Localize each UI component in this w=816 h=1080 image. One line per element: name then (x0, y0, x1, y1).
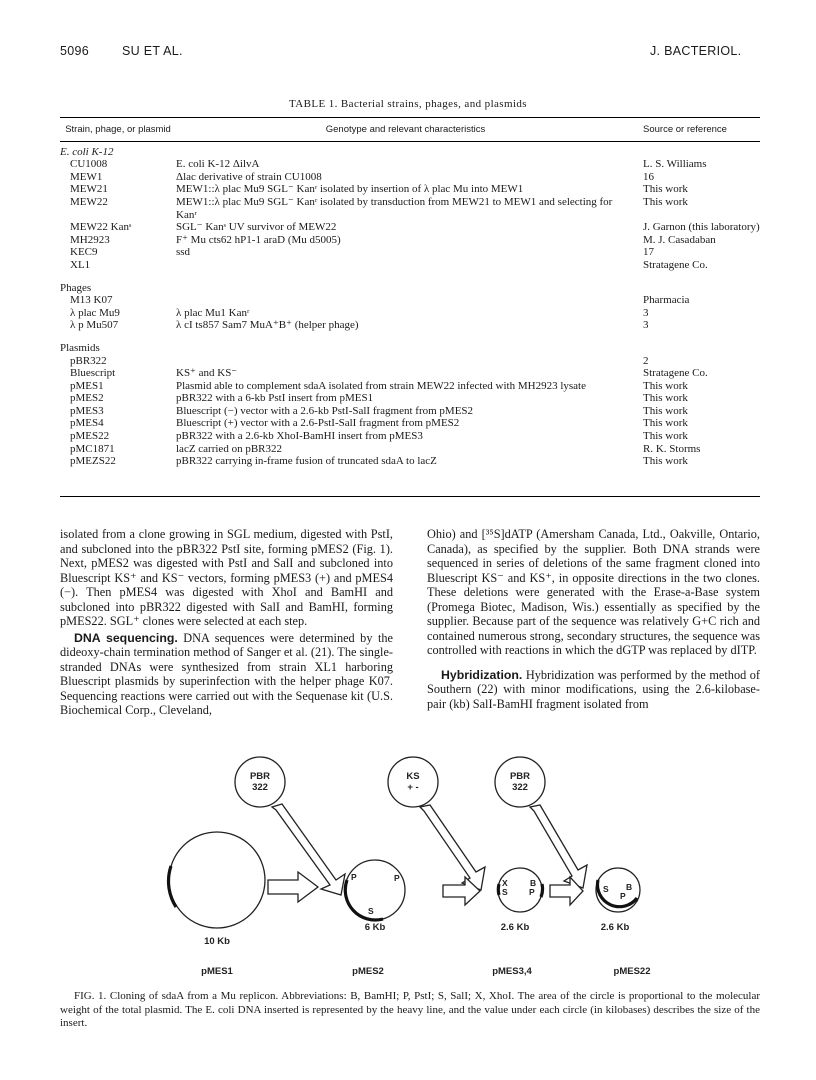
insert-size-label: 10 Kb (204, 936, 230, 947)
col-header-strain: Strain, phage, or plasmid (65, 124, 171, 135)
genotype-cell (176, 294, 635, 307)
caption-text: FIG. 1. Cloning of sdaA from a Mu replicon. Abbreviations: B, BamHI; P, PstI; S, SalI; X, XhoI. The area of the circle is proportional to the molecular weight of the total plasmid. The E. coli DNA inserted is represented by the heavy line, and the value under each circle (in kilobases) describes the size of the insert. (60, 990, 760, 1029)
site-label: X (502, 878, 508, 888)
table-row (60, 259, 760, 272)
paragraph: Ohio) and [³⁵S]dATP (Amersham Canada, Ltd., Oakville, Ontario, Canada), as specified by the supplier. Both DNA strands were sequenced in series of deletions of the same fragment cloned into Bluescript KS⁻ and KS⁺, in opposite directions in the two clones. These deletions were generated with the Erase-a-Base system (Promega Biotec, Madison, Wis.) essentially as specified by the supplier. Because part of the sequence was relatively G+C rich and contained numerous strong, secondary structures, the sequence was controlled with reactions in which the dGTP was replaced by dITP. (427, 527, 760, 657)
vector-label-line2: 322 (252, 782, 268, 793)
plasmid-pmes22 (596, 868, 640, 912)
strain-cell: pMC1871 (70, 442, 115, 455)
journal-name: J. BACTERIOL. (650, 44, 742, 58)
genotype-cell: pBR322 with a 2.6-kb XhoI-BamHI insert from pMES3 (176, 430, 423, 443)
section-name: Plasmids (60, 341, 100, 354)
table-row (60, 319, 760, 332)
table-row (60, 367, 760, 380)
genotype-cell (176, 259, 635, 272)
table-row (60, 455, 760, 471)
plasmid-pmes3-4 (498, 868, 543, 912)
vector-label-line1: PBR (509, 771, 531, 782)
strain-cell: KEC9 (70, 246, 98, 259)
strain-cell: MEW22 Kanˢ (70, 221, 132, 234)
plasmid-pmes2 (345, 860, 405, 920)
section-name: Phages (60, 281, 92, 294)
section-heading: DNA sequencing. (74, 630, 178, 645)
strain-cell: XL1 (70, 258, 91, 271)
site-label: B (626, 882, 633, 892)
genotype-cell: E. coli K-12 ΔilvA (176, 158, 260, 171)
table-bottom-rule (60, 496, 760, 497)
plasmid-name-label: pMES3,4 (492, 966, 532, 977)
strain-cell: pMES2 (70, 392, 104, 405)
table-row (60, 246, 760, 259)
insertion-arrow-2 (420, 805, 485, 905)
table-row (60, 294, 760, 307)
strain-cell: λ plac Mu9 (70, 306, 120, 319)
vector-circle-ks (388, 757, 438, 807)
source-cell: L. S. Williams (643, 158, 707, 171)
site-label: B (530, 878, 537, 888)
strain-cell: pMES3 (70, 404, 104, 417)
genotype-cell: λ cI ts857 Sam7 MuA⁺B⁺ (helper phage) (176, 319, 359, 332)
genotype-cell: Bluescript (+) vector with a 2.6-PstI-SalI fragment from pMES2 (176, 417, 460, 430)
table-row (60, 392, 760, 405)
page-number: 5096 (60, 44, 90, 58)
table-row (60, 405, 760, 418)
source-cell: 17 (643, 246, 654, 259)
source-cell: 3 (643, 319, 649, 332)
source-cell: 16 (643, 170, 654, 183)
source-cell: This work (643, 404, 688, 417)
source-cell: This work (643, 455, 688, 468)
site-label: P (529, 887, 535, 897)
strain-cell: MEW22 (70, 195, 108, 208)
source-cell: R. K. Storms (643, 442, 701, 455)
source-cell: 2 (643, 354, 649, 367)
table-row (60, 355, 760, 368)
table-row (60, 307, 760, 320)
strain-cell: Bluescript (70, 367, 116, 380)
genotype-cell: MEW1::λ plac Mu9 SGL⁻ Kanʳ isolated by insertion of λ plac Mu into MEW1 (176, 183, 524, 196)
paragraph-dna-sequencing (60, 631, 393, 718)
insert-size-label: 2.6 Kb (600, 922, 630, 933)
genotype-cell: F⁺ Mu cts62 hP1-1 araD (Mu d5005) (176, 233, 341, 246)
strain-cell: pBR322 (70, 354, 107, 367)
insert-size-label: 6 Kb (364, 922, 386, 933)
col-header-genotype: Genotype and relevant characteristics (325, 124, 486, 135)
genotype-cell: lacZ carried on pBR322 (176, 442, 282, 455)
table-section-header (60, 332, 760, 355)
vector-label-line2: + - (407, 782, 419, 793)
source-cell: This work (643, 392, 688, 405)
strain-cell: pMES1 (70, 379, 104, 392)
genotype-cell: ssd (176, 246, 191, 259)
plasmid-name-label: pMES2 (352, 966, 384, 977)
source-cell: 3 (643, 306, 649, 319)
table-row (60, 196, 760, 221)
running-authors: SU ET AL. (122, 44, 183, 58)
table-row (60, 430, 760, 443)
genotype-cell (176, 355, 635, 368)
insert-size-label: 2.6 Kb (500, 922, 530, 933)
strain-cell: pMES22 (70, 430, 110, 443)
genotype-cell: pBR322 carrying in-frame fusion of truncated sdaA to lacZ (176, 455, 437, 468)
genotype-cell: MEW1::λ plac Mu9 SGL⁻ Kanʳ isolated by transduction from MEW21 to MEW1 and selecting for Kanʳ (176, 195, 613, 221)
table-section-header (60, 141, 760, 158)
strain-cell: pMEZS22 (70, 455, 116, 468)
paragraph-hybridization (427, 668, 760, 712)
figure-caption (60, 990, 760, 1031)
source-cell: J. Garnon (this laboratory) (643, 221, 760, 234)
source-cell: This work (643, 379, 688, 392)
source-cell: This work (643, 183, 688, 196)
paragraph: isolated from a clone growing in SGL medium, digested with PstI, and subcloned into the pBR322 PstI site, forming pMES2 (Fig. 1). Next, pMES2 was digested with PstI and SalI and subcloned into Bluescript KS⁺ and KS⁻ vectors, forming pMES3 (+) and pMES4 (−). Then pMES4 was digested with XhoI and BamHI and subcloned into pBR322 digested with SalI and BamHI, forming pMES22. SGL⁺ clones were selected at each step. (60, 527, 393, 628)
table-row (60, 443, 760, 456)
site-label: P (620, 891, 626, 901)
source-cell: This work (643, 417, 688, 430)
section-name: E. coli K-12 (60, 145, 114, 158)
strain-cell: λ p Mu507 (70, 319, 119, 332)
source-cell: Stratagene Co. (643, 258, 708, 271)
table-row (60, 234, 760, 247)
strains-table (60, 117, 760, 471)
table-section-header (60, 272, 760, 295)
left-column (60, 527, 393, 718)
vector-label-line2: 322 (512, 782, 528, 793)
genotype-cell: KS⁺ and KS⁻ (176, 367, 238, 380)
plasmid-name-label: pMES1 (201, 966, 233, 977)
source-cell: M. J. Casadaban (643, 233, 716, 246)
site-label: S (603, 884, 609, 894)
table-row (60, 171, 760, 184)
plasmid-pmes1 (169, 832, 265, 928)
genotype-cell: pBR322 with a 6-kb PstI insert from pMES1 (176, 392, 374, 405)
source-cell: This work (643, 195, 688, 208)
strain-cell: MEW21 (70, 183, 108, 196)
col-header-source: Source or reference (643, 124, 727, 135)
vector-circle-pbr322-1 (235, 757, 285, 807)
vector-circle-pbr322-2 (495, 757, 545, 807)
source-cell: Pharmacia (643, 294, 690, 307)
paragraph-text: DNA sequences were determined by the dideoxy-chain termination method of Sanger et al. (21). The single-stranded DNAs were synthesized from strain XL1 harboring Bluescript plasmids by superinfection with the helper phage K07. Sequencing reactions were carried out with the Sequenase kit (U.S. Biochemical Corp., Cleveland, (60, 630, 393, 717)
strain-cell: pMES4 (70, 417, 104, 430)
vector-label-line1: PBR (249, 771, 271, 782)
table-row (60, 221, 760, 234)
plasmid-name-label: pMES22 (613, 966, 651, 977)
genotype-cell: λ plac Mu1 Kanʳ (176, 306, 250, 319)
insertion-arrow-3 (530, 805, 587, 905)
paragraph-text: Hybridization was performed by the method of Southern (22) with minor modifications, using the 2.6-kilobase-pair (kb) SalI-BamHI fragment isolated from (427, 667, 760, 711)
table-row (60, 380, 760, 393)
site-label: P (394, 873, 400, 883)
genotype-cell: SGL⁻ Kanˢ UV survivor of MEW22 (176, 221, 337, 234)
vector-label-line1: KS (406, 771, 420, 782)
strain-cell: CU1008 (70, 158, 108, 171)
genotype-cell: Δlac derivative of strain CU1008 (176, 170, 322, 183)
strain-cell: MEW1 (70, 170, 103, 183)
site-label: S (502, 887, 508, 897)
site-label: P (351, 872, 357, 882)
table-row (60, 158, 760, 171)
strain-cell: M13 K07 (70, 294, 113, 307)
right-column (427, 527, 760, 711)
genotype-cell: Bluescript (−) vector with a 2.6-kb PstI-SalI fragment from pMES2 (176, 404, 474, 417)
table-title: TABLE 1. Bacterial strains, phages, and plasmids (289, 98, 527, 110)
site-label: S (368, 906, 374, 916)
section-heading: Hybridization. (441, 667, 523, 682)
strain-cell: MH2923 (70, 233, 110, 246)
insertion-arrow-1 (268, 804, 345, 902)
table-row (60, 417, 760, 430)
genotype-cell: Plasmid able to complement sdaA isolated from strain MEW22 infected with MH2923 lysate (176, 379, 586, 392)
table-row (60, 183, 760, 196)
source-cell: Stratagene Co. (643, 367, 708, 380)
source-cell: This work (643, 430, 688, 443)
